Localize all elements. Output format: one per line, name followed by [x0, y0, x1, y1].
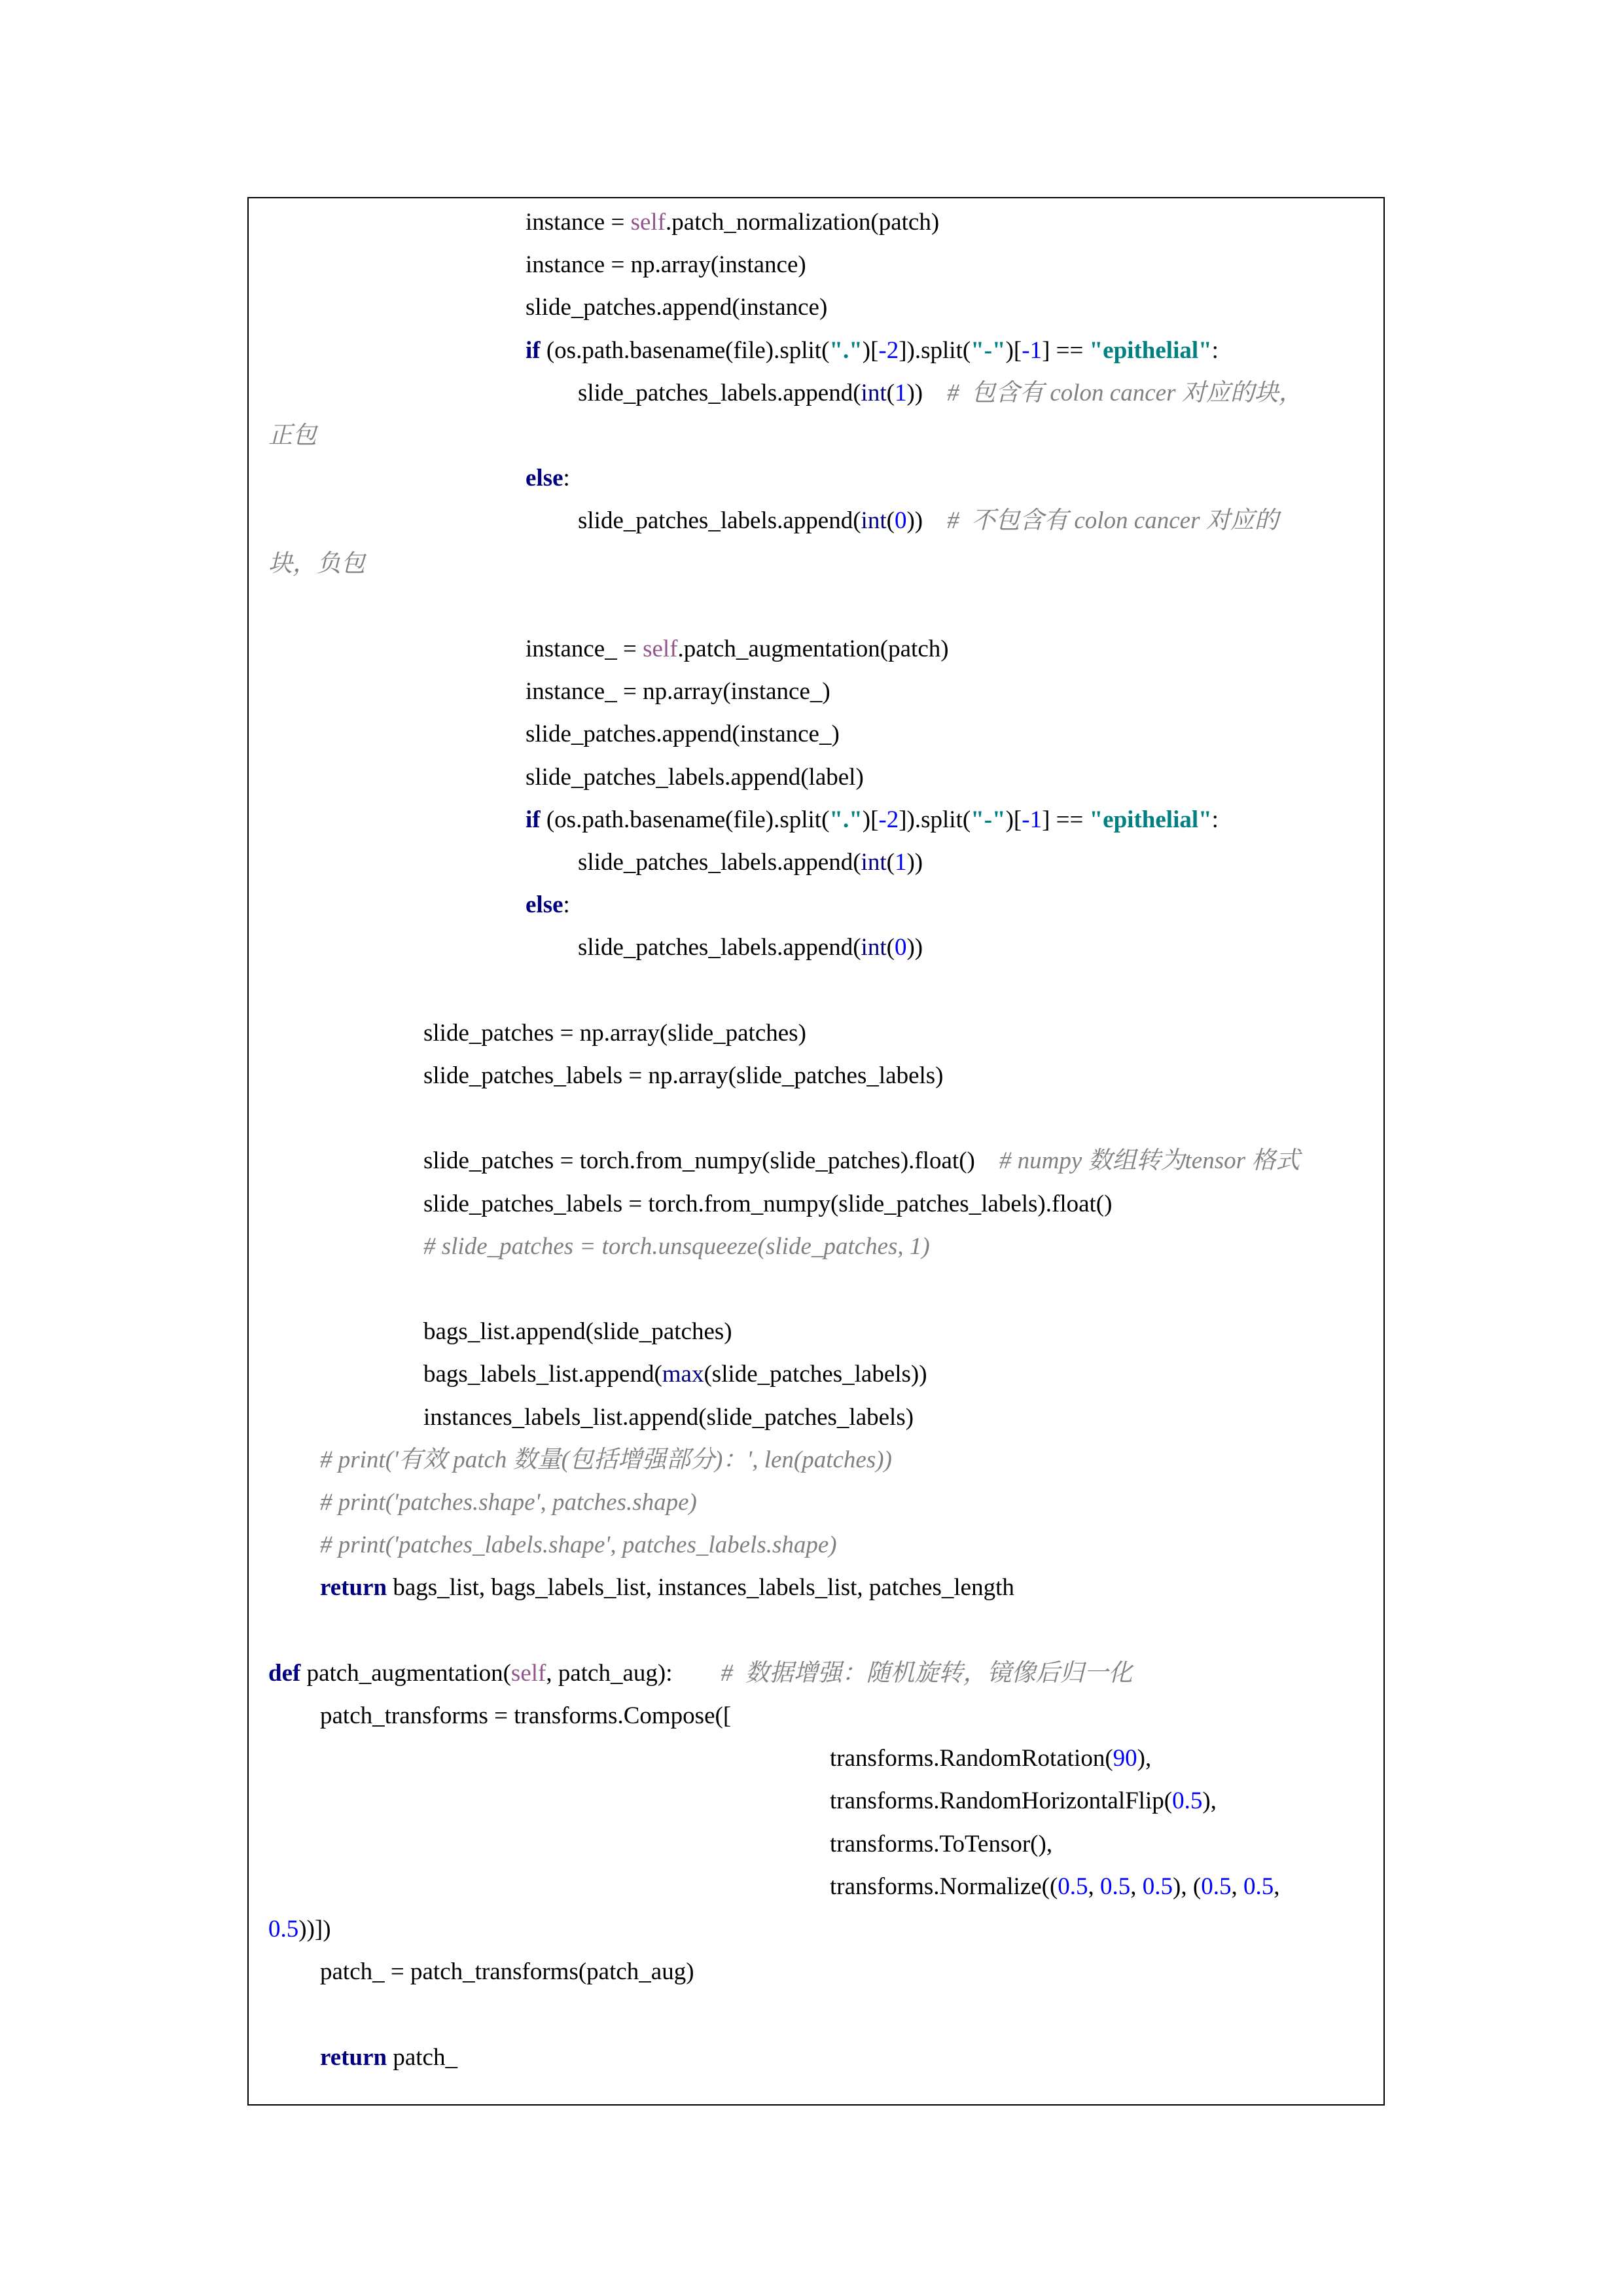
keyword: else	[526, 891, 563, 919]
code-text: transforms.Normalize((	[830, 1873, 1058, 1900]
code-line	[526, 763, 864, 792]
code-line	[423, 1360, 927, 1389]
code-text: ]).split(	[899, 336, 971, 364]
code-line	[320, 1702, 731, 1731]
code-text: instance = np.array(instance)	[526, 251, 806, 279]
code-comment: 正包	[268, 422, 317, 449]
code-text: )[	[1005, 806, 1022, 833]
code-text: ] ==	[1042, 806, 1090, 833]
keyword: def	[268, 1659, 301, 1687]
code-line	[320, 1488, 697, 1517]
code-text: instance =	[526, 209, 631, 236]
number-literal: 0	[894, 934, 907, 961]
code-text: patch_	[387, 2043, 457, 2071]
code-text: ,	[1088, 1873, 1101, 1900]
code-text: ))	[906, 507, 948, 535]
code-text: instance_ =	[526, 636, 643, 662]
code-line	[526, 293, 827, 322]
code-line	[526, 720, 840, 749]
number-literal: 90	[1113, 1745, 1137, 1772]
code-line	[578, 379, 1303, 408]
code-text: bags_labels_list.append(	[423, 1361, 662, 1388]
number-literal: 1	[894, 379, 907, 406]
code-text: (	[886, 849, 895, 876]
string-literal: "epithelial"	[1089, 336, 1212, 364]
code-text: (	[886, 934, 895, 961]
string-literal: "-"	[971, 336, 1006, 364]
code-text: instance_ = np.array(instance_)	[526, 678, 830, 706]
code-text: slide_patches_labels = torch.from_numpy(slide_patches_labels).float()	[423, 1190, 1113, 1217]
code-text: :	[1211, 336, 1219, 364]
code-text: (os.path.basename(file).split(	[540, 336, 830, 364]
code-text: patch_augmentation(	[300, 1659, 511, 1687]
number-literal: 0	[894, 507, 907, 535]
code-text: ), (	[1173, 1873, 1202, 1900]
code-text: transforms.ToTensor(),	[830, 1830, 1053, 1857]
code-text: , patch_aug):	[546, 1659, 721, 1687]
code-text: ),	[1137, 1745, 1152, 1772]
code-text: :	[563, 465, 570, 492]
code-block	[247, 197, 1385, 2106]
code-line	[423, 1062, 944, 1090]
code-line	[320, 1446, 892, 1475]
code-comment: # 数据增强：随机旋转，镜像后归一化	[721, 1659, 1133, 1687]
code-line	[423, 1019, 806, 1048]
code-line	[526, 891, 570, 920]
keyword: return	[320, 1574, 387, 1602]
code-comment: # print('patches.shape', patches.shape)	[320, 1489, 697, 1516]
code-text: instances_labels_list.append(slide_patches_labels)	[423, 1403, 914, 1431]
builtin-name: int	[861, 849, 887, 876]
code-comment: # print('有效 patch 数量(包括增强部分)：', len(patches))	[320, 1446, 892, 1473]
string-literal: "epithelial"	[1089, 806, 1212, 833]
string-literal: "-"	[971, 806, 1006, 833]
string-literal: "."	[829, 336, 863, 364]
code-line	[320, 2043, 457, 2072]
builtin-name: max	[662, 1361, 704, 1388]
code-line	[526, 464, 570, 493]
number-literal: 0.5	[1172, 1787, 1203, 1815]
code-comment: # print('patches_labels.shape', patches_labels.shape)	[320, 1532, 837, 1559]
code-text: ,	[1231, 1873, 1243, 1900]
code-text: :	[1211, 806, 1219, 833]
code-text: .patch_normalization(patch)	[666, 209, 940, 236]
code-line	[423, 1318, 732, 1346]
builtin-name: int	[861, 934, 887, 961]
code-text: (	[886, 507, 895, 535]
code-line	[423, 1190, 1112, 1219]
code-text: ))])	[298, 1916, 331, 1943]
code-text: slide_patches_labels.append(	[578, 849, 861, 876]
number-literal: 0.5	[1201, 1873, 1232, 1900]
number-literal: 0.5	[268, 1916, 299, 1943]
code-line	[830, 1873, 1279, 1901]
code-line	[830, 1830, 1052, 1859]
code-comment: 块，负包	[268, 550, 365, 577]
number-literal: 0.5	[1243, 1873, 1274, 1900]
number-literal: 0.5	[1058, 1873, 1088, 1900]
code-text: transforms.RandomRotation(	[830, 1745, 1113, 1772]
self-keyword: self	[643, 636, 678, 662]
number-literal: 0.5	[1142, 1873, 1173, 1900]
code-line	[268, 422, 317, 450]
code-line	[320, 1958, 694, 1986]
number-literal: -1	[1022, 806, 1043, 833]
builtin-name: int	[861, 379, 887, 406]
code-text: ))	[906, 849, 923, 876]
keyword: else	[526, 465, 563, 492]
code-line	[526, 336, 1219, 365]
code-text: bags_list.append(slide_patches)	[423, 1318, 732, 1346]
code-line	[526, 208, 939, 237]
code-line	[268, 550, 365, 579]
code-line	[578, 848, 923, 877]
code-line	[526, 251, 806, 279]
code-text: slide_patches = torch.from_numpy(slide_patches).float()	[423, 1147, 999, 1175]
code-line	[268, 1659, 1133, 1688]
code-text: slide_patches_labels.append(label)	[526, 763, 864, 791]
code-text: (	[886, 379, 895, 406]
code-comment: # 包含有 colon cancer 对应的块，	[947, 379, 1303, 406]
code-text: )[	[1005, 336, 1022, 364]
code-text: patch_ = patch_transforms(patch_aug)	[320, 1958, 694, 1986]
code-comment: # numpy 数组转为tensor 格式	[999, 1147, 1300, 1175]
code-text: transforms.RandomHorizontalFlip(	[830, 1787, 1173, 1815]
code-line	[578, 507, 1279, 535]
keyword: if	[526, 806, 541, 833]
code-text: )[	[862, 336, 879, 364]
code-comment: # 不包含有 colon cancer 对应的	[947, 507, 1279, 535]
code-line	[830, 1744, 1151, 1773]
keyword: if	[526, 336, 541, 364]
code-text: slide_patches_labels = np.array(slide_patches_labels)	[423, 1062, 944, 1089]
code-text: slide_patches_labels.append(	[578, 934, 861, 961]
code-line	[526, 677, 830, 706]
code-text: )[	[862, 806, 879, 833]
code-line	[423, 1147, 1300, 1175]
code-text: slide_patches_labels.append(	[578, 379, 861, 406]
code-text: ))	[906, 934, 923, 961]
string-literal: "."	[829, 806, 863, 833]
number-literal: 1	[894, 849, 907, 876]
code-text: (os.path.basename(file).split(	[540, 806, 830, 833]
code-text: ,	[1130, 1873, 1143, 1900]
number-literal: 0.5	[1100, 1873, 1131, 1900]
code-text: ,	[1274, 1873, 1280, 1900]
code-line	[320, 1531, 837, 1560]
number-literal: -2	[878, 806, 899, 833]
self-keyword: self	[630, 209, 666, 236]
number-literal: -2	[878, 336, 899, 364]
code-line	[526, 635, 949, 664]
code-text: bags_list, bags_labels_list, instances_labels_list, patches_length	[387, 1574, 1014, 1602]
number-literal: -1	[1022, 336, 1043, 364]
code-text: slide_patches = np.array(slide_patches)	[423, 1019, 806, 1047]
code-line	[320, 1573, 1014, 1602]
code-text: slide_patches.append(instance_)	[526, 721, 840, 748]
code-line	[423, 1403, 914, 1432]
code-text: slide_patches_labels.append(	[578, 507, 861, 535]
keyword: return	[320, 2043, 387, 2071]
code-line	[423, 1232, 930, 1261]
code-text: (slide_patches_labels))	[704, 1361, 927, 1388]
code-line	[578, 933, 923, 962]
code-line	[268, 1915, 331, 1944]
code-text: .patch_augmentation(patch)	[677, 636, 949, 662]
self-keyword: self	[510, 1659, 546, 1687]
code-text: patch_transforms = transforms.Compose([	[320, 1702, 732, 1729]
code-text: :	[563, 891, 570, 919]
code-line	[526, 806, 1219, 834]
code-line	[830, 1787, 1217, 1816]
code-comment: # slide_patches = torch.unsqueeze(slide_patches, 1)	[423, 1232, 930, 1260]
code-text: ))	[906, 379, 948, 406]
code-text: ] ==	[1042, 336, 1090, 364]
code-text: ]).split(	[899, 806, 971, 833]
code-text: ),	[1202, 1787, 1217, 1815]
builtin-name: int	[861, 507, 887, 535]
code-text: slide_patches.append(instance)	[526, 294, 828, 321]
